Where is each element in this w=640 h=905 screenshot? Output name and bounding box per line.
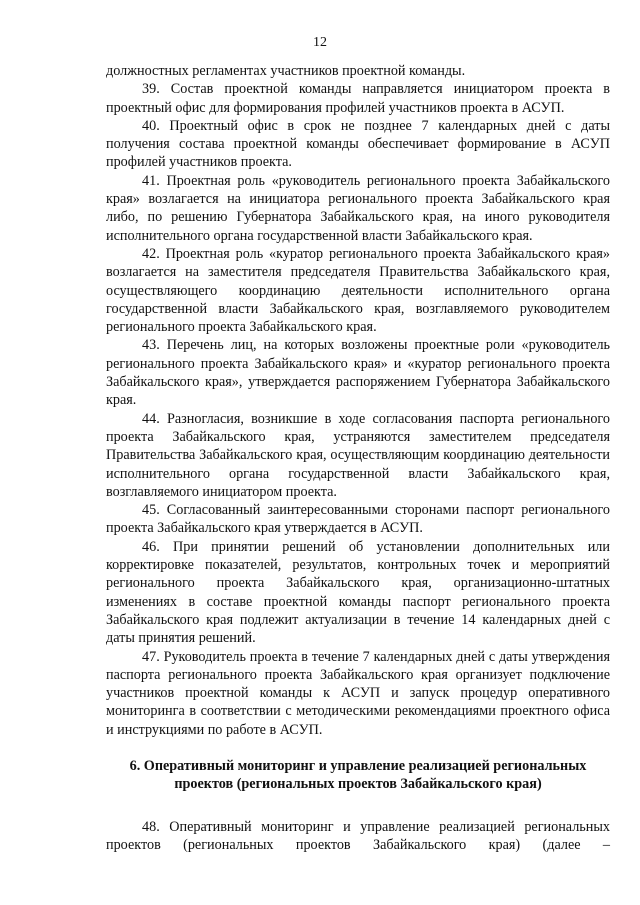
paragraph-46: 46. При принятии решений об установлении дополнительных или корректировке показателей, результатов, контрольных точек и мероприятий регионального проекта Забайкальского края, организационно-штатных изменениях в составе проектной команды паспорт регионального проекта Забайкальского края подлежит актуализации в течение 14 календарных дней с даты принятия решений. bbox=[106, 538, 610, 647]
paragraph-48: 48. Оперативный мониторинг и управление реализацией региональных проектов (региональных проектов Забайкальского края) (далее – bbox=[106, 818, 610, 853]
page-number: 12 bbox=[313, 35, 327, 50]
paragraph-39: 39. Состав проектной команды направляется инициатором проекта в проектный офис для формирования профилей участников проекта в АСУП. bbox=[106, 81, 610, 116]
section-heading-line-2: проектов (региональных проектов Забайкальского края) bbox=[174, 776, 542, 793]
paragraph-44: 44. Разногласия, возникшие в ходе согласования паспорта регионального проекта Забайкальского края, устраняются заместителем председателя Правительства Забайкальского края, осуществляющим координацию деятельности исполнительного органа государственной власти Забайкальского края, возглавляемого инициатором проекта. bbox=[106, 410, 610, 500]
section-heading bbox=[106, 757, 610, 794]
document-body bbox=[106, 62, 610, 854]
paragraph-45: 45. Согласованный заинтересованными сторонами паспорт регионального проекта Забайкальского края утверждается в АСУП. bbox=[106, 502, 610, 537]
section-heading-line-1: 6. Оперативный мониторинг и управление реализацией региональных bbox=[129, 757, 587, 774]
paragraph-40: 40. Проектный офис в срок не позднее 7 календарных дней с даты получения состава проектной команды обеспечивает формирование в АСУП профилей участников проекта. bbox=[106, 117, 610, 171]
paragraph-47: 47. Руководитель проекта в течение 7 календарных дней с даты утверждения паспорта регионального проекта Забайкальского края организует подключение участников проектной команды к АСУП и запуск процедур оперативного мониторинга в соответствии с методическими рекомендациями проектного офиса и инструкциями по работе в АСУП. bbox=[106, 648, 610, 738]
paragraph-41: 41. Проектная роль «руководитель регионального проекта Забайкальского края» возлагается на инициатора регионального проекта Забайкальского края либо, по решению Губернатора Забайкальского края, на иного руководителя исполнительного органа государственной власти Забайкальского края. bbox=[106, 172, 610, 244]
paragraph-43: 43. Перечень лиц, на которых возложены проектные роли «руководитель регионального проекта Забайкальского края» и «куратор регионального проекта Забайкальского края», утверждается распоряжением Губернатора Забайкальского края. bbox=[106, 337, 610, 409]
paragraph-continuation: должностных регламентах участников проектной команды. bbox=[106, 63, 466, 79]
paragraph-42: 42. Проектная роль «куратор регионального проекта Забайкальского края» возлагается на заместителя председателя Правительства Забайкальского края, осуществляющего координацию деятельности исполнительного органа государственной власти Забайкальского края, возглавляемого руководителем регионального проекта Забайкальского края. bbox=[106, 245, 610, 336]
